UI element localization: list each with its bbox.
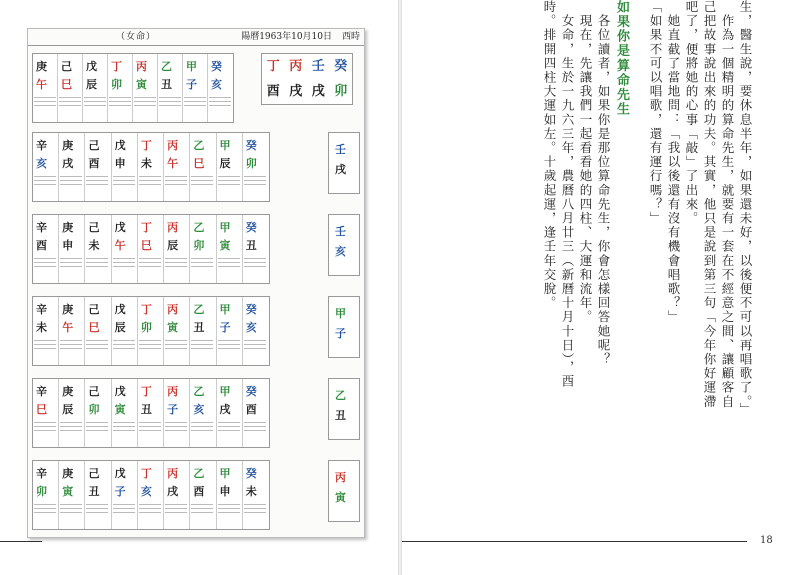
detail-lines [139,501,161,516]
year-cell [59,297,85,365]
stem-char: 辛 [36,303,47,316]
detail-lines [60,501,82,516]
year-cell [164,461,190,529]
detail-lines [60,173,82,188]
stem-char: 甲 [186,60,197,73]
branch-char: 寅 [62,485,74,498]
yearly-row [32,214,270,284]
stem-char: 丁 [140,385,152,398]
detail-lines [165,173,187,188]
detail-lines [34,173,56,188]
branch-char: 辰 [62,403,74,416]
year-cell [217,297,243,365]
luck-cell [83,54,108,122]
text-column-1: 生，醫生說，要休息半年，如果還未好，以後便不可以再唱歌了。」 [738,0,753,417]
stem-char: 癸 [211,60,222,73]
pillar-stem: 癸 [334,59,348,74]
branch-char: 酉 [36,239,47,252]
branch-char: 未 [140,157,152,170]
year-cell [33,133,59,201]
detail-lines [191,419,213,434]
stem-char: 庚 [62,467,74,480]
stem-char: 己 [88,467,100,480]
branch-char: 巳 [88,321,100,334]
stem-char: 乙 [193,467,205,480]
year-cell [138,215,164,283]
detail-lines [191,255,213,270]
detail-lines [134,94,156,109]
year-cell [85,215,111,283]
detail-lines [34,419,56,434]
stem-char: 癸 [245,385,257,398]
text-column-7: 各位讀者，如果你是那位算命先生，你會怎樣回答她呢？ [596,0,611,367]
chart-title: （女命） [116,32,157,42]
stem-char: 甲 [219,303,231,316]
stem-char: 丁 [111,60,122,73]
stem-char: 丙 [167,303,179,316]
right-footer-rule [402,541,747,542]
detail-lines [59,94,81,109]
stem-char: 甲 [219,385,231,398]
stem-char: 己 [61,60,72,73]
stem-char: 辛 [36,221,47,234]
branch-char: 子 [186,78,197,91]
branch-char: 亥 [140,485,152,498]
branch-char: 丑 [161,78,172,91]
stem-char: 戊 [114,385,126,398]
detail-lines [244,337,266,352]
detail-lines [139,419,161,434]
stem-char: 戊 [114,303,126,316]
year-cell [190,215,216,283]
year-cell [112,215,138,283]
branch-char: 辰 [86,78,97,91]
side-stem: 甲 [335,307,346,320]
stem-char: 丙 [167,221,179,234]
year-cell [190,297,216,365]
stem-char: 辛 [36,467,47,480]
top-luck-grid [32,53,234,123]
year-cell [112,297,138,365]
stem-char: 辛 [36,139,47,152]
stem-char: 丙 [167,385,179,398]
side-stem: 乙 [335,389,346,402]
detail-lines [113,419,135,434]
left-footer-rule [0,541,42,542]
chart-solar-date: 陽曆1963年10月10日 [241,32,332,42]
branch-char: 辰 [114,321,126,334]
year-cell [243,215,269,283]
branch-char: 未 [88,239,100,252]
four-pillars-box [261,53,353,105]
year-cell [164,215,190,283]
year-cell [217,461,243,529]
year-cell [112,379,138,447]
detail-lines [60,419,82,434]
text-column-6: 「如果不可以唱歌，還有運行嗎？」 [648,0,663,226]
detail-lines [139,255,161,270]
year-cell [190,379,216,447]
detail-lines [159,94,181,109]
detail-lines [34,337,56,352]
yearly-row [32,378,270,448]
detail-lines [218,337,240,352]
detail-lines [244,173,266,188]
pillar-stem: 壬 [311,59,325,74]
side-branch: 寅 [335,491,346,504]
stem-char: 辛 [36,385,47,398]
branch-char: 子 [114,485,126,498]
detail-lines [60,337,82,352]
detail-lines [165,255,187,270]
detail-lines [165,501,187,516]
year-cell [164,297,190,365]
side-luck-card [328,132,360,194]
detail-lines [84,94,106,109]
stem-char: 乙 [193,221,205,234]
branch-char: 亥 [193,403,205,416]
detail-lines [191,337,213,352]
stem-char: 甲 [219,139,231,152]
year-cell [33,379,59,447]
branch-char: 申 [219,485,231,498]
side-branch: 子 [335,327,346,340]
branch-char: 酉 [245,403,257,416]
branch-char: 戌 [219,403,231,416]
year-cell [138,379,164,447]
chart-header [28,29,364,46]
year-cell [33,215,59,283]
detail-lines [34,94,56,109]
stem-char: 己 [88,221,100,234]
branch-char: 午 [62,321,74,334]
stem-char: 癸 [245,221,257,234]
year-cell [112,133,138,201]
branch-char: 午 [36,78,47,91]
detail-lines [113,173,135,188]
detail-lines [191,173,213,188]
year-cell [59,215,85,283]
year-cell [138,461,164,529]
branch-char: 酉 [88,157,100,170]
detail-lines [86,337,108,352]
branch-char: 寅 [167,321,179,334]
branch-char: 丑 [88,485,100,498]
branch-char: 巳 [36,403,47,416]
branch-char: 午 [167,157,179,170]
side-branch: 戌 [335,163,346,176]
detail-lines [165,337,187,352]
branch-char: 子 [167,403,179,416]
side-stem: 壬 [335,143,346,156]
detail-lines [218,419,240,434]
text-column-8: 現在，先讓我們一起看看她的四柱、大運和流年。 [578,0,593,325]
stem-char: 庚 [62,139,74,152]
bazi-chart-panel [27,28,365,538]
stem-char: 庚 [62,385,74,398]
year-cell [164,133,190,201]
stem-char: 丁 [140,221,152,234]
year-cell [190,133,216,201]
stem-char: 甲 [219,221,231,234]
stem-char: 丙 [136,60,147,73]
side-branch: 丑 [335,409,346,422]
year-cell [217,133,243,201]
branch-char: 申 [62,239,74,252]
year-cell [59,133,85,201]
stem-char: 己 [88,303,100,316]
stem-char: 庚 [62,221,74,234]
text-column-10: 時。排開四柱大運如左。十歲起運，逢壬年交脫。 [542,0,557,311]
branch-char: 未 [245,485,257,498]
branch-char: 卯 [111,78,122,91]
detail-lines [244,419,266,434]
year-cell [217,379,243,447]
branch-char: 寅 [114,403,126,416]
year-cell [164,379,190,447]
branch-char: 酉 [193,485,205,498]
stem-char: 乙 [193,385,205,398]
branch-char: 未 [36,321,47,334]
branch-char: 卯 [88,403,100,416]
branch-char: 亥 [211,78,222,91]
text-column-5: 她直截了當地問：「我以後還有沒有機會唱歌？」 [666,0,681,325]
detail-lines [218,501,240,516]
branch-char: 寅 [219,239,231,252]
detail-lines [113,337,135,352]
pillar-stem: 丁 [266,59,280,74]
stem-char: 庚 [36,60,47,73]
year-cell [112,461,138,529]
side-stem: 丙 [335,471,346,484]
detail-lines [184,94,206,109]
detail-lines [86,173,108,188]
branch-char: 申 [114,157,126,170]
stem-char: 癸 [245,303,257,316]
year-cell [85,379,111,447]
year-cell [243,297,269,365]
branch-char: 戌 [167,485,179,498]
text-column-2: 作為一個精明的算命先生，就要有一套在不經意之間、讓顧客自 [720,0,735,409]
stem-char: 己 [88,385,100,398]
branch-char: 寅 [136,78,147,91]
stem-char: 丁 [140,467,152,480]
branch-char: 卯 [245,157,257,170]
stem-char: 乙 [193,139,205,152]
branch-char: 卯 [140,321,152,334]
side-stem: 壬 [335,225,346,238]
stem-char: 戊 [114,467,126,480]
stem-char: 乙 [193,303,205,316]
stem-char: 丙 [167,139,179,152]
stem-char: 癸 [245,467,257,480]
chart-hour-mark: 西時 [341,32,360,42]
stem-char: 乙 [161,60,172,73]
detail-lines [86,501,108,516]
stem-char: 戊 [114,139,126,152]
stem-char: 庚 [62,303,74,316]
stem-char: 戊 [86,60,97,73]
pillar-branch: 戌 [311,84,325,99]
detail-lines [113,501,135,516]
stem-char: 甲 [219,467,231,480]
text-column-4: 吧了，便將她的心事「敲」了出來。 [684,0,699,226]
year-cell [59,379,85,447]
side-luck-card [328,296,360,358]
detail-lines [218,173,240,188]
branch-char: 戌 [62,157,74,170]
detail-lines [34,501,56,516]
branch-char: 巳 [140,239,152,252]
luck-cell [158,54,183,122]
year-cell [33,461,59,529]
branch-char: 辰 [167,239,179,252]
detail-lines [60,255,82,270]
stem-char: 戊 [114,221,126,234]
pillar-stem: 丙 [289,59,303,74]
stem-char: 丁 [140,303,152,316]
branch-char: 午 [114,239,126,252]
detail-lines [165,419,187,434]
text-column-3: 己把故事說出來的功夫。其實，他只是說到第三句「今年你好運滯 [702,0,717,409]
stem-char: 丙 [167,467,179,480]
pillar-branch: 戌 [289,84,303,99]
side-luck-card [328,460,360,522]
year-cell [243,133,269,201]
detail-lines [209,94,231,109]
text-column-9: 女命，生於一九六三年，農曆八月廿三（新曆十月十日），酉 [560,0,575,389]
luck-cell [58,54,83,122]
year-cell [59,461,85,529]
yearly-row [32,460,270,530]
stem-char: 癸 [245,139,257,152]
luck-cell [33,54,58,122]
luck-cell [108,54,133,122]
branch-char: 巳 [61,78,72,91]
luck-cell [208,54,233,122]
luck-cell [183,54,208,122]
year-cell [85,133,111,201]
year-cell [85,297,111,365]
branch-char: 丑 [140,403,152,416]
detail-lines [113,255,135,270]
year-cell [138,133,164,201]
stem-char: 丁 [140,139,152,152]
pillar-branch: 酉 [266,84,280,99]
branch-char: 亥 [36,157,47,170]
year-cell [190,461,216,529]
section-heading: 如果你是算命先生 [614,0,629,117]
luck-cell [133,54,158,122]
year-cell [243,379,269,447]
branch-char: 丑 [193,321,205,334]
branch-char: 卯 [36,485,47,498]
yearly-row [32,132,270,202]
branch-char: 子 [219,321,231,334]
detail-lines [191,501,213,516]
side-luck-card [328,378,360,440]
branch-char: 辰 [219,157,231,170]
detail-lines [139,173,161,188]
year-cell [33,297,59,365]
page-number: 18 [760,535,773,546]
branch-char: 卯 [193,239,205,252]
side-branch: 亥 [335,245,346,258]
year-cell [85,461,111,529]
detail-lines [244,255,266,270]
year-cell [243,461,269,529]
year-cell [217,215,243,283]
detail-lines [244,501,266,516]
detail-lines [218,255,240,270]
detail-lines [34,255,56,270]
pillar-branch: 卯 [334,84,348,99]
branch-char: 亥 [245,321,257,334]
branch-char: 丑 [245,239,257,252]
side-luck-card [328,214,360,276]
detail-lines [139,337,161,352]
detail-lines [86,419,108,434]
branch-char: 巳 [193,157,205,170]
detail-lines [109,94,131,109]
detail-lines [86,255,108,270]
yearly-row [32,296,270,366]
stem-char: 己 [88,139,100,152]
year-cell [138,297,164,365]
